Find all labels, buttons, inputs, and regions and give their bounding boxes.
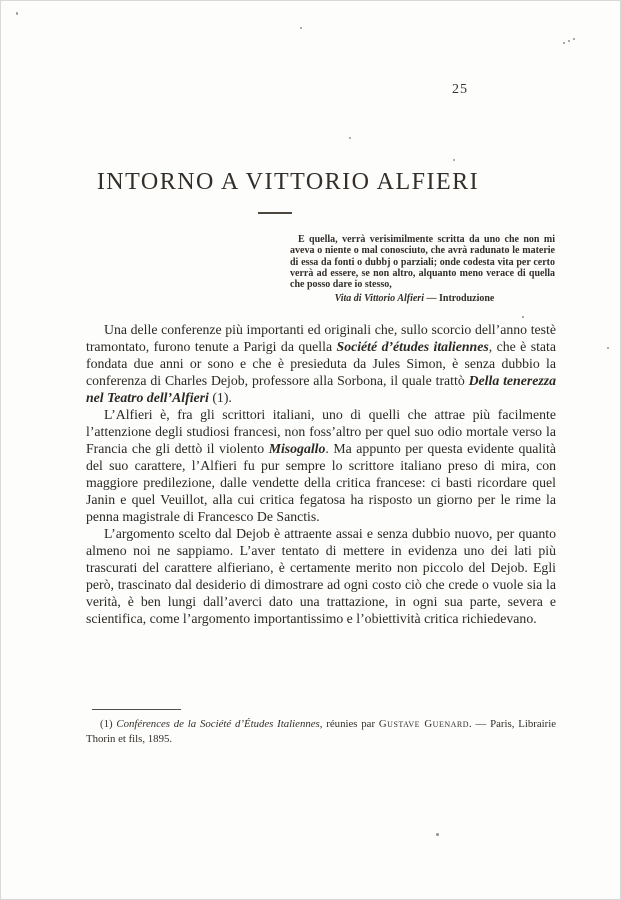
text-run: Conférences de la Société d’Études Italiennes: [116, 718, 320, 730]
scan-speck: [573, 38, 575, 40]
paragraph: [86, 406, 556, 525]
text-run: (1).: [208, 390, 232, 405]
footnote: [86, 717, 556, 747]
text-run: , che è stata fondata due anni or sono e che è presieduta da Jules Simon, è senza dubbio la conferenza di Charles Dejob, professore alla Sorbona, il quale trattò: [86, 339, 557, 388]
text-run: Misogallo: [268, 441, 326, 456]
article-title: INTORNO A VITTORIO ALFIERI: [96, 169, 480, 195]
epigraph-source: [290, 293, 539, 304]
page-number: 25: [452, 82, 468, 97]
paragraph: [86, 321, 556, 406]
scan-speck: [349, 137, 351, 139]
scan-speck: [563, 42, 565, 44]
scan-speck: [607, 347, 609, 349]
epigraph-source-label: Introduzione: [438, 293, 495, 305]
text-run: Una delle conferenze più importanti ed originali che, sullo scorcio dell’anno testè tramontato, furono tenute a Parigi da quella: [86, 322, 556, 354]
scan-speck: [300, 27, 302, 29]
text-run: Della tenerezza nel Teatro dell’Alfieri: [86, 373, 556, 405]
text-run: L’argomento scelto dal Dejob è attraente assai e senza dubbio nuovo, per quanto almeno noi ne sappiamo. L’aver tentato di mettere in evidenza uno dei lati più trascurati del carattere alfieriano, è certamente merito non piccolo del Dejob. Egli però, trascinato dal desiderio di dimostrare ad ogni costo ciò che crede o vuole sia la verità, è ben lungi dall’averci dato una trattazione, in ogni sua parte, severa e scientifica, come l’argomento importantissimo e l’obiettività critica richiedevano.: [86, 526, 556, 626]
title-rule: [258, 212, 292, 214]
scan-speck: [568, 40, 570, 42]
epigraph-source-title: Vita di Vittorio Alfieri: [334, 293, 424, 305]
scan-speck: [453, 159, 455, 161]
text-run: . Ma appunto per questa evidente qualità del suo carattere, l’Alfieri fu pur sempre lo scrittore italiano preso di mira, con maggiore predilezione, dalle vendette della critica francese: ci basti ricordare quel Janin e quel Veuillot, alla cui critica fegatosa ha risposto un giorno per le rime la penna magistrale di Francesco De Sanctis.: [86, 441, 556, 524]
text-run: . — Paris, Librairie Thorin et fils, 1895.: [86, 718, 556, 745]
text-run: L’Alfieri è, fra gli scrittori italiani, uno di quelli che attrae più facilmente l’attenzione degli studiosi francesi, non foss’altro per quel suo odio mortale verso la Francia che gli dettò il violento: [86, 407, 556, 456]
scan-speck: [522, 316, 524, 318]
text-run: , réunies par: [319, 718, 379, 730]
scan-speck: [436, 833, 439, 836]
footnote-rule: [92, 709, 181, 710]
epigraph-source-separator: —: [423, 293, 439, 305]
text-run: Société d’études italiennes: [336, 339, 489, 354]
text-run: Gustave Guenard: [378, 718, 469, 730]
scan-speck: [16, 12, 18, 15]
paragraph: [86, 525, 556, 627]
body-text: [86, 321, 556, 627]
text-run: (1): [100, 718, 117, 730]
epigraph: [290, 234, 555, 305]
epigraph-text: E quella, verrà verisimilmente scritta da uno che non mi aveva o niente o mal conosciuto, che avrà radunato le materie di essa da fonti o dubbj o parziali; onde codesta vita per certo verrà ad essere, se non altro, alquanto meno verace di quella che posso dare io stesso,: [290, 234, 555, 291]
